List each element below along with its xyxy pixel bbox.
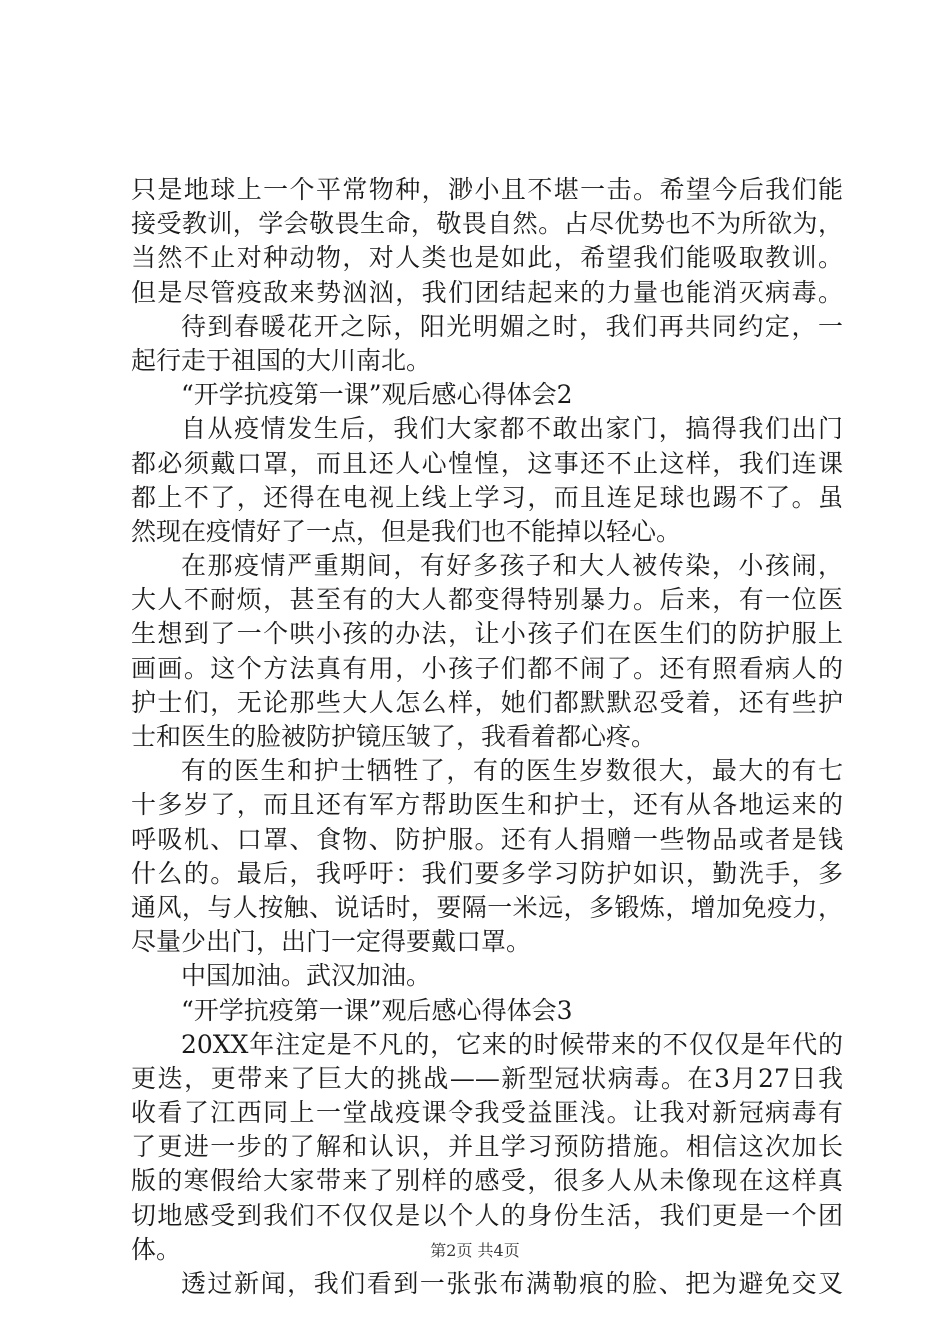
section-heading: “开学抗疫第一课”观后感心得体会2 — [181, 380, 573, 410]
text-line: 十多岁了，而且还有军方帮助医生和护士，还有从各地运来的 — [131, 790, 843, 820]
text-line: 更迭，更带来了巨大的挑战——新型冠状病毒。在3月27日我 — [131, 1063, 843, 1093]
text-line: 待到春暖花开之际，阳光明媚之时，我们再共同约定，一 — [181, 311, 843, 341]
text-line: 当然不止对种动物，对人类也是如此，希望我们能吸取教训。 — [131, 243, 843, 273]
text-line: 都必须戴口罩，而且还人心惶惶，这事还不止这样，我们连课 — [131, 448, 843, 478]
page-footer: 第2页 共4页 — [430, 1241, 520, 1260]
text-line: 什么的。最后，我呼吁：我们要多学习防护如识，勤洗手，多 — [131, 858, 843, 888]
text-line: 切地感受到我们不仅仅是以个人的身份生活，我们更是一个团 — [131, 1200, 843, 1230]
text-line: 20XX年注定是不凡的，它来的时候带来的不仅仅是年代的 — [181, 1029, 843, 1059]
text-line: 大人不耐烦，甚至有的大人都变得特别暴力。后来，有一位医 — [131, 585, 843, 615]
text-line: 护士们，无论那些大人怎么样，她们都默默忍受着，还有些护 — [131, 687, 843, 717]
text-line: 自从疫情发生后，我们大家都不敢出家门，搞得我们出门 — [181, 414, 843, 444]
text-line: 然现在疫情好了一点，但是我们也不能掉以轻心。 — [131, 516, 682, 546]
text-line: 尽量少出门，出门一定得要戴口罩。 — [131, 927, 532, 957]
section-heading: “开学抗疫第一课”观后感心得体会3 — [181, 995, 573, 1025]
text-line: 只是地球上一个平常物种，渺小且不堪一击。希望今后我们能 — [131, 175, 843, 204]
document-body — [131, 173, 843, 1301]
text-line: 有的医生和护士牺牲了，有的医生岁数很大，最大的有七 — [181, 756, 843, 786]
text-line: 呼吸机、口罩、食物、防护服。还有人捐赠一些物品或者是钱 — [131, 824, 843, 854]
text-line: 收看了江西同上一堂战疫课令我受益匪浅。让我对新冠病毒有 — [131, 1098, 843, 1128]
text-line: 士和医生的脸被防护镜压皱了，我看着都心疼。 — [131, 722, 657, 751]
text-line: 起行走于祖国的大川南北。 — [131, 345, 432, 375]
text-line: 接受教训，学会敬畏生命，敬畏自然。占尽优势也不为所欲为， — [131, 209, 843, 239]
text-line: 通风，与人按触、说话时，要隔一米远，多锻炼，增加免疫力， — [131, 892, 843, 922]
text-line: 但是尽管疫敌来势汹汹，我们团结起来的力量也能消灭病毒。 — [131, 277, 843, 307]
text-line: 都上不了，还得在电视上线上学习，而且连足球也踢不了。虽 — [131, 482, 843, 512]
text-line: 画画。这个方法真有用，小孩子们都不闹了。还有照看病人的 — [131, 653, 843, 683]
text-line: 在那疫情严重期间，有好多孩子和大人被传染，小孩闹， — [181, 551, 843, 581]
text-line: 体。 — [131, 1234, 182, 1264]
text-line: 了更进一步的了解和认识，并且学习预防措施。相信这次加长 — [131, 1132, 843, 1162]
text-line: 生想到了一个哄小孩的办法，让小孩子们在医生们的防护服上 — [131, 619, 843, 649]
text-line: 版的寒假给大家带来了别样的感受，很多人从未像现在这样真 — [131, 1166, 843, 1196]
section-heading: 中国加油。武汉加油。 — [181, 961, 432, 991]
text-line: 透过新闻，我们看到一张张布满勒痕的脸、把为避免交叉 — [181, 1269, 843, 1298]
